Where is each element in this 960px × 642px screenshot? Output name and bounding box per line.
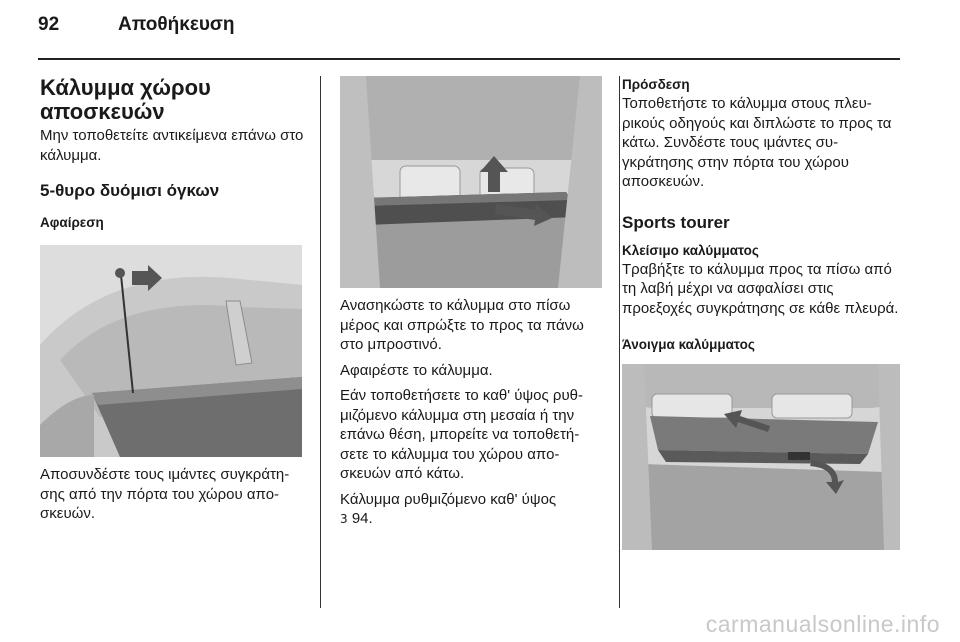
column-2 [340,76,602,530]
column-3 [622,76,904,550]
subheading-hatchback: 5-θυρο δυόμισι όγκων [40,181,220,200]
page-reference [340,509,602,530]
reference-page: 94. [351,510,373,527]
figure-lift-cover-illustration [340,76,602,288]
figure-lift-cover [340,76,602,288]
attach-heading: Πρόσδεση [622,77,690,92]
figure1-caption: Αποσυνδέστε τους ιμάντες συγκράτη-σης από την πόρτα του χώρου απο-σκευών. [40,466,290,522]
header-rule [38,58,900,60]
removal-heading: Αφαίρεση [40,215,104,230]
figure-open-cover [622,364,900,550]
col3-para-1: Τοποθετήστε το κάλυμμα στους πλευ-ρικούς οδηγούς και διπλώστε το προς τα κάτω. Συνδέστε τους ιμάντες συ-γκράτησης στην πόρτα του χώρου αποσκευών. [622,95,892,190]
col2-para-4: Κάλυμμα ρυθμιζόμενο καθ' ύψος [340,490,557,508]
column-divider [320,76,321,608]
figure-open-cover-illustration [622,364,900,550]
close-cover-heading: Κλείσιμο καλύμματος [622,242,759,258]
column-divider [619,76,620,608]
page-title: Αποθήκευση [118,14,235,35]
watermark: carmanualsonline.info [705,611,940,637]
col3-para-2: Τραβήξτε το κάλυμμα προς τα πίσω από τη λαβή μέχρι να ασφαλίσει στις προεξοχές συγκράτησης σε κάθε πλευρά. [622,260,899,317]
col2-para-2: Αφαιρέστε το κάλυμμα. [340,361,493,379]
intro-text: Μην τοποθετείτε αντικείμενα επάνω στο κάλυμμα. [40,127,304,164]
reference-arrow-icon: 3 [340,512,348,526]
col2-para-3: Εάν τοποθετήσετε το καθ' ύψος ρυθ-μιζόμενο κάλυμμα στη μεσαία ή την επάνω θέση, μπορείτε να τοποθετή-σετε το κάλυμμα του χώρου απο-σκευών από κάτω. [340,387,583,482]
section-heading: Κάλυμμα χώρου αποσκευών [40,75,211,124]
open-cover-heading: Άνοιγμα καλύμματος [622,337,755,352]
col2-para-1: Ανασηκώστε το κάλυμμα στο πίσω μέρος και σπρώξτε το προς τα πάνω στο μπροστινό. [340,297,584,353]
column-1 [40,76,308,524]
figure-strap-detach-illustration [40,245,302,457]
page-number: 92 [38,14,60,35]
figure-strap-detach [40,245,302,457]
subheading-sports-tourer: Sports tourer [622,212,730,232]
